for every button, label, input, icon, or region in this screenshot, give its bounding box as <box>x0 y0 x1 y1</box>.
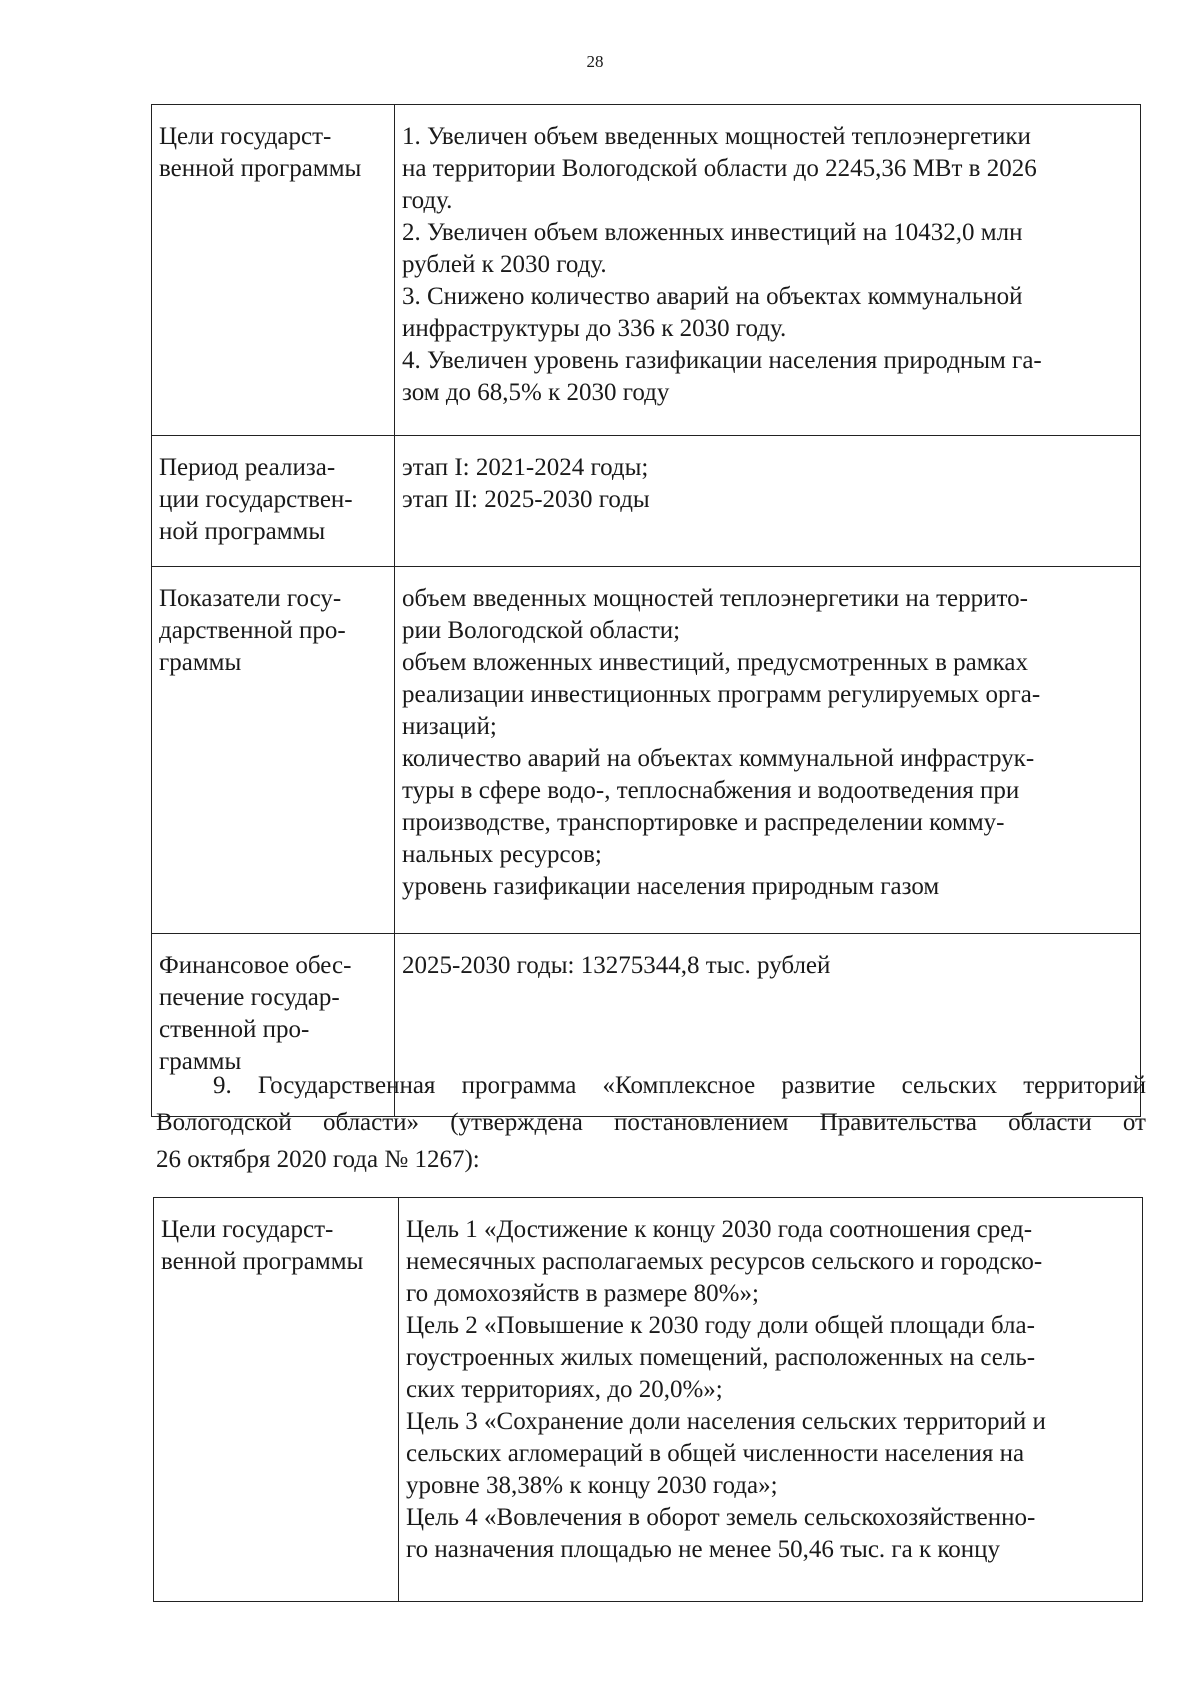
label-line: Цели государст- <box>161 1216 334 1243</box>
value-line: низаций; <box>402 713 497 740</box>
program-9-heading-paragraph <box>156 1067 1146 1178</box>
value-line: рии Вологодской области; <box>402 617 681 644</box>
table-row-indicators <box>152 567 1141 934</box>
value-line: туры в сфере водо-, теплоснабжения и водоотведения при <box>402 777 1020 804</box>
row-label-goals <box>154 1198 399 1602</box>
program-passport-table-8 <box>151 104 1141 1117</box>
value-line: уровне 38,38% к концу 2030 года»; <box>406 1472 778 1499</box>
row-value-period <box>395 436 1141 567</box>
label-line: Показатели госу- <box>159 585 342 612</box>
row-value-goals <box>399 1198 1143 1602</box>
label-line: дарственной про- <box>159 617 346 644</box>
value-line: го домохозяйств в размере 80%»; <box>406 1280 759 1307</box>
value-line: Цель 3 «Сохранение доли населения сельских территорий и <box>406 1408 1046 1435</box>
page-number: 28 <box>586 52 604 71</box>
label-line: граммы <box>159 649 242 676</box>
value-line: 4. Увеличен уровень газификации населения природным га- <box>402 347 1042 374</box>
value-line: инфраструктуры до 336 к 2030 году. <box>402 315 787 342</box>
value-line: Цель 1 «Достижение к концу 2030 года соотношения сред- <box>406 1216 1033 1243</box>
value-line: этап I: 2021-2024 годы; <box>402 454 649 481</box>
value-line: производстве, транспортировке и распределении комму- <box>402 809 1005 836</box>
table-row-goals <box>152 105 1141 436</box>
value-line: нальных ресурсов; <box>402 841 602 868</box>
label-line: венной программы <box>159 155 362 182</box>
value-line: го назначения площадью не менее 50,46 тыс. га к концу <box>406 1536 1001 1563</box>
program-passport-table-9 <box>153 1197 1143 1602</box>
label-line: ственной про- <box>159 1016 310 1043</box>
label-line: ной программы <box>159 518 326 545</box>
label-line: Цели государст- <box>159 123 332 150</box>
row-value-indicators <box>395 567 1141 934</box>
value-line: 2025-2030 годы: 13275344,8 тыс. рублей <box>402 952 831 979</box>
value-line: Цель 4 «Вовлечения в оборот земель сельскохозяйственно- <box>406 1504 1036 1531</box>
value-line: Цель 2 «Повышение к 2030 году доли общей площади бла- <box>406 1312 1035 1339</box>
value-line: ских территориях, до 20,0%»; <box>406 1376 723 1403</box>
value-line: объем вложенных инвестиций, предусмотренных в рамках <box>402 649 1028 676</box>
table-row-goals <box>154 1198 1143 1602</box>
paragraph-line: 9. Государственная программа «Комплексное развитие сельских территорий <box>213 1072 1146 1099</box>
value-line: рублей к 2030 году. <box>402 251 607 278</box>
value-line: количество аварий на объектах коммунальной инфраструк- <box>402 745 1035 772</box>
value-line: сельских агломераций в общей численности населения на <box>406 1440 1025 1467</box>
row-label-period <box>152 436 395 567</box>
value-line: зом до 68,5% к 2030 году <box>402 379 670 406</box>
label-line: Период реализа- <box>159 454 336 481</box>
value-line: 3. Снижено количество аварий на объектах коммунальной <box>402 283 1023 310</box>
label-line: ции государствен- <box>159 486 353 513</box>
label-line: Финансовое обес- <box>159 952 352 979</box>
table-row-period <box>152 436 1141 567</box>
row-label-indicators <box>152 567 395 934</box>
value-line: на территории Вологодской области до 2245,36 МВт в 2026 <box>402 155 1037 182</box>
label-line: печение государ- <box>159 984 340 1011</box>
label-line: граммы <box>159 1048 242 1075</box>
paragraph-line: 26 октября 2020 года № 1267): <box>156 1146 480 1173</box>
value-line: реализации инвестиционных программ регулируемых орга- <box>402 681 1041 708</box>
value-line: объем введенных мощностей теплоэнергетики на террито- <box>402 585 1028 612</box>
row-label-goals <box>152 105 395 436</box>
row-value-goals <box>395 105 1141 436</box>
label-line: венной программы <box>161 1248 364 1275</box>
value-line: этап II: 2025-2030 годы <box>402 486 650 513</box>
paragraph-line: Вологодской области» (утверждена постановлением Правительства области от <box>156 1109 1146 1136</box>
value-line: гоустроенных жилых помещений, расположенных на сель- <box>406 1344 1036 1371</box>
value-line: уровень газификации населения природным газом <box>402 873 940 900</box>
value-line: году. <box>402 187 453 214</box>
value-line: немесячных располагаемых ресурсов сельского и городско- <box>406 1248 1043 1275</box>
value-line: 2. Увеличен объем вложенных инвестиций на 10432,0 млн <box>402 219 1023 246</box>
value-line: 1. Увеличен объем введенных мощностей теплоэнергетики <box>402 123 1031 150</box>
